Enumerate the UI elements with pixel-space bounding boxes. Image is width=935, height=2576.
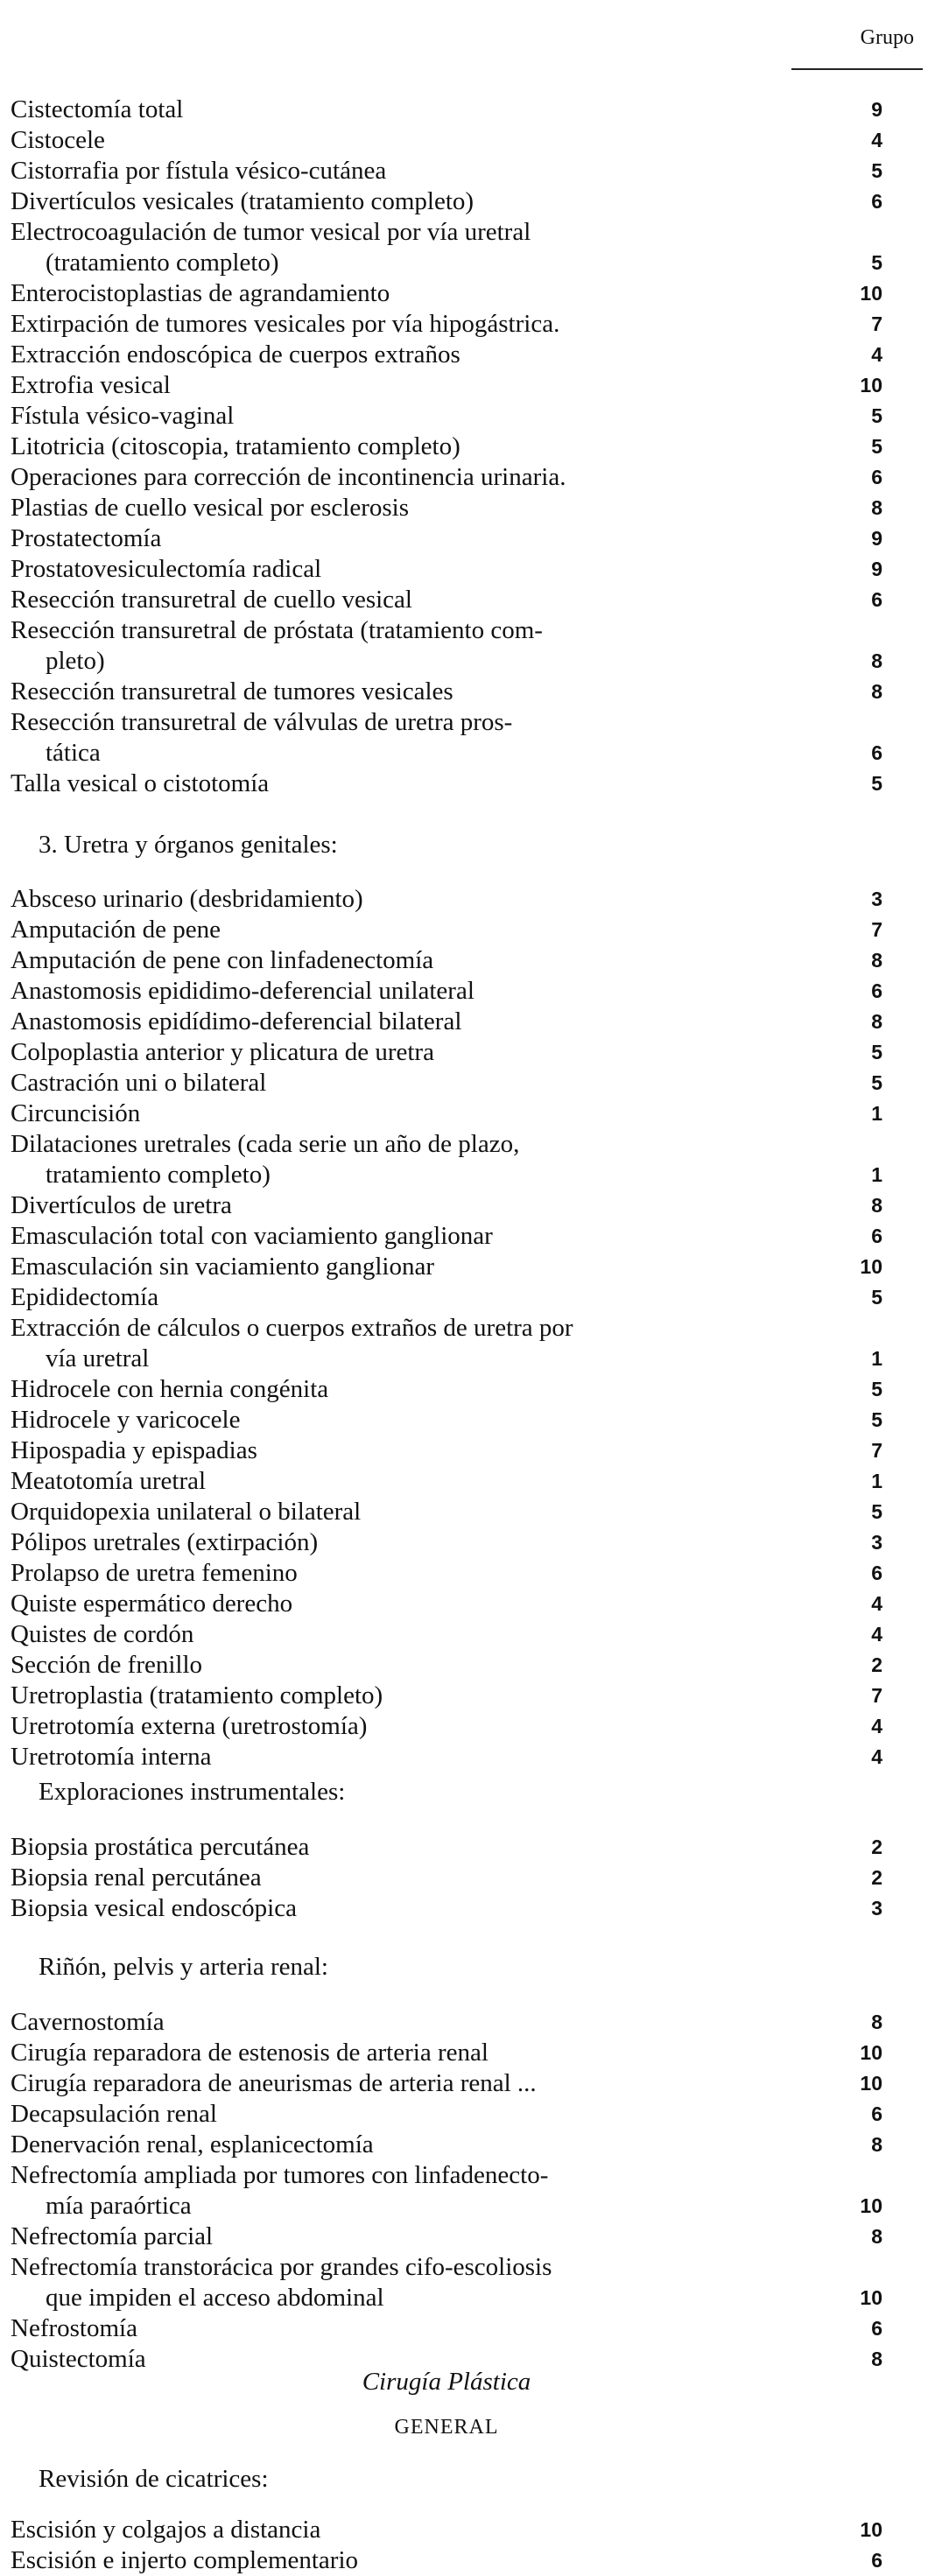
procedure-name: Extracción endoscópica de cuerpos extraños xyxy=(11,340,460,369)
list-item xyxy=(11,1497,882,1527)
group-number: 4 xyxy=(871,1592,882,1615)
group-number: 4 xyxy=(871,343,882,366)
group-number: 1 xyxy=(871,1102,882,1125)
procedure-name: Divertículos vesicales (tratamiento completo) xyxy=(11,187,475,215)
group-number: 5 xyxy=(871,251,882,274)
list-item xyxy=(11,2545,882,2576)
group-number: 10 xyxy=(860,2286,882,2309)
block-exploraciones xyxy=(11,1832,882,1924)
group-number: 8 xyxy=(871,2348,882,2370)
list-item xyxy=(11,2130,882,2160)
group-number: 8 xyxy=(871,496,882,519)
list-item xyxy=(11,156,882,186)
list-item xyxy=(11,2007,882,2038)
group-number: 7 xyxy=(871,1684,882,1707)
procedure-name: Hipospadia y epispadias xyxy=(11,1436,257,1464)
heading-uretra-block xyxy=(11,830,882,860)
procedure-name: Extrofia vesical xyxy=(11,371,171,399)
group-number: 5 xyxy=(871,1041,882,1063)
group-number: 10 xyxy=(860,2072,882,2095)
procedure-name: Uretrotomía externa (uretrostomía) xyxy=(11,1712,368,1740)
list-item xyxy=(11,1098,882,1129)
list-item xyxy=(11,915,882,945)
list-item xyxy=(11,125,882,156)
list-item xyxy=(11,432,882,462)
group-number: 10 xyxy=(860,2041,882,2064)
procedure-name: Resección transuretral de válvulas de uretra pros- xyxy=(11,708,513,736)
group-number: 9 xyxy=(871,527,882,550)
group-number: 7 xyxy=(871,312,882,335)
list-item xyxy=(11,976,882,1007)
group-number: 10 xyxy=(860,374,882,397)
heading-exploraciones-block xyxy=(11,1777,882,1807)
list-item xyxy=(11,278,882,309)
list-item xyxy=(11,1252,882,1282)
group-number: 8 xyxy=(871,2011,882,2033)
group-number: 5 xyxy=(871,1071,882,1094)
procedure-name: Castración uni o bilateral xyxy=(11,1069,267,1097)
procedure-name: Hidrocele con hernia congénita xyxy=(11,1375,329,1403)
group-number: 6 xyxy=(871,466,882,488)
procedure-name: Biopsia vesical endoscópica xyxy=(11,1894,297,1922)
list-item xyxy=(11,1374,882,1405)
section-subtitle-block xyxy=(11,2416,882,2439)
group-number: 8 xyxy=(871,2133,882,2156)
procedure-name: Cistectomía total xyxy=(11,95,184,123)
procedure-name: Colpoplastia anterior y plicatura de uretra xyxy=(11,1038,434,1066)
procedure-name: Electrocoagulación de tumor vesical por vía uretral xyxy=(11,218,531,246)
heading-cicatrices: Revisión de cicatrices: xyxy=(39,2465,269,2493)
list-item xyxy=(11,217,882,278)
procedure-name: Uretrotomía interna xyxy=(11,1743,212,1771)
procedure-name-continued: vía uretral xyxy=(46,1344,150,1372)
procedure-name: Amputación de pene con linfadenectomía xyxy=(11,946,434,974)
list-item xyxy=(11,2038,882,2068)
group-number: 2 xyxy=(871,1835,882,1858)
list-item xyxy=(11,2068,882,2099)
list-item xyxy=(11,2252,882,2313)
procedure-name: Enterocistoplastias de agrandamiento xyxy=(11,279,390,307)
group-number: 6 xyxy=(871,190,882,213)
procedure-name: Cistorrafia por fístula vésico-cutánea xyxy=(11,157,387,185)
list-item xyxy=(11,2515,882,2545)
list-item xyxy=(11,1650,882,1681)
list-item xyxy=(11,1558,882,1589)
heading-exploraciones: Exploraciones instrumentales: xyxy=(39,1778,346,1806)
list-item xyxy=(11,1313,882,1374)
group-number: 9 xyxy=(871,98,882,121)
group-number: 5 xyxy=(871,1286,882,1309)
procedure-name: Prostatovesiculectomía radical xyxy=(11,555,322,583)
group-number: 6 xyxy=(871,741,882,764)
group-number: 2 xyxy=(871,1653,882,1676)
block-rinon xyxy=(11,2007,882,2375)
column-header-rule xyxy=(791,68,923,70)
list-item xyxy=(11,1863,882,1893)
group-number: 10 xyxy=(860,2518,882,2541)
list-item xyxy=(11,370,882,401)
procedure-name: Fístula vésico-vaginal xyxy=(11,402,235,430)
list-item xyxy=(11,523,882,554)
group-number: 8 xyxy=(871,1194,882,1217)
procedure-name: Biopsia renal percutánea xyxy=(11,1864,262,1892)
procedure-name: Nefrectomía parcial xyxy=(11,2222,214,2250)
list-item xyxy=(11,1282,882,1313)
list-item xyxy=(11,585,882,615)
group-number: 7 xyxy=(871,918,882,941)
procedure-name-continued: (tratamiento completo) xyxy=(46,249,279,277)
procedure-name: Talla vesical o cistotomía xyxy=(11,769,270,797)
list-item xyxy=(11,340,882,370)
group-number: 3 xyxy=(871,1531,882,1554)
list-item xyxy=(11,2099,882,2130)
procedure-name: Operaciones para corrección de incontinencia urinaria. xyxy=(11,463,566,491)
group-number: 2 xyxy=(871,1866,882,1889)
procedure-name: Denervación renal, esplanicectomía xyxy=(11,2130,374,2158)
group-number: 3 xyxy=(871,888,882,910)
procedure-name: Meatotomía uretral xyxy=(11,1467,207,1495)
group-number: 6 xyxy=(871,2549,882,2572)
procedure-name: Resección transuretral de tumores vesicales xyxy=(11,677,453,705)
procedure-name: Anastomosis epididimo-deferencial unilateral xyxy=(11,977,475,1005)
group-number: 6 xyxy=(871,588,882,611)
procedure-name-continued: que impiden el acceso abdominal xyxy=(46,2284,384,2312)
group-number: 5 xyxy=(871,159,882,182)
procedure-name: Cirugía reparadora de estenosis de arteria renal xyxy=(11,2039,489,2067)
list-item xyxy=(11,309,882,340)
list-item xyxy=(11,1832,882,1863)
list-item xyxy=(11,186,882,217)
procedure-name: Escisión y colgajos a distancia xyxy=(11,2516,321,2544)
list-item xyxy=(11,1589,882,1619)
heading-cicatrices-block xyxy=(11,2464,882,2495)
procedure-name: Cirugía reparadora de aneurismas de arteria renal ... xyxy=(11,2069,537,2097)
procedure-name-continued: pleto) xyxy=(46,647,105,675)
group-number: 6 xyxy=(871,979,882,1002)
group-number: 4 xyxy=(871,1745,882,1768)
group-number: 3 xyxy=(871,1897,882,1920)
procedure-name: Orquidopexia unilateral o bilateral xyxy=(11,1498,362,1526)
group-number: 1 xyxy=(871,1470,882,1492)
list-item xyxy=(11,884,882,915)
group-number: 10 xyxy=(860,282,882,305)
list-item xyxy=(11,1405,882,1435)
list-item xyxy=(11,769,882,799)
group-number: 8 xyxy=(871,2225,882,2248)
group-number: 5 xyxy=(871,1408,882,1431)
group-number: 6 xyxy=(871,1562,882,1584)
list-item xyxy=(11,2313,882,2344)
list-item xyxy=(11,1068,882,1098)
group-number: 4 xyxy=(871,1715,882,1737)
section-title-block xyxy=(11,2368,882,2397)
group-number: 1 xyxy=(871,1347,882,1370)
list-item xyxy=(11,554,882,585)
procedure-name: Emasculación total con vaciamiento ganglionar xyxy=(11,1222,493,1250)
group-number: 4 xyxy=(871,1623,882,1646)
group-number: 9 xyxy=(871,558,882,580)
list-item xyxy=(11,1527,882,1558)
group-number: 6 xyxy=(871,2102,882,2125)
procedure-name: Epididectomía xyxy=(11,1283,159,1311)
list-item xyxy=(11,493,882,523)
group-number: 5 xyxy=(871,435,882,458)
group-number: 1 xyxy=(871,1163,882,1186)
procedure-name: Escisión e injerto complementario xyxy=(11,2546,359,2574)
procedure-name: Nefrectomía ampliada por tumores con linfadenecto- xyxy=(11,2161,549,2189)
procedure-name: Pólipos uretrales (extirpación) xyxy=(11,1528,319,1556)
list-item xyxy=(11,615,882,677)
group-number: 5 xyxy=(871,404,882,427)
procedure-name: Resección transuretral de próstata (tratamiento com- xyxy=(11,616,543,644)
list-item xyxy=(11,1007,882,1037)
procedure-name: Litotricia (citoscopia, tratamiento completo) xyxy=(11,432,460,460)
procedure-name: Dilataciones uretrales (cada serie un año de plazo, xyxy=(11,1130,520,1158)
list-item xyxy=(11,945,882,976)
group-number: 5 xyxy=(871,1500,882,1523)
heading-rinon: Riñón, pelvis y arteria renal: xyxy=(39,1953,328,1981)
list-item xyxy=(11,95,882,125)
procedure-name-continued: tática xyxy=(46,739,101,767)
procedure-name: Divertículos de uretra xyxy=(11,1191,232,1219)
group-number: 10 xyxy=(860,1255,882,1278)
procedure-name-continued: tratamiento completo) xyxy=(46,1161,271,1189)
list-item xyxy=(11,1711,882,1742)
procedure-name: Nefrostomía xyxy=(11,2314,137,2342)
procedure-name: Prostatectomía xyxy=(11,524,162,552)
procedure-name: Extirpación de tumores vesicales por vía hipogástrica. xyxy=(11,310,560,338)
list-item xyxy=(11,401,882,432)
group-number: 5 xyxy=(871,772,882,795)
list-item xyxy=(11,1037,882,1068)
procedure-name: Circuncisión xyxy=(11,1099,141,1127)
block-uretra xyxy=(11,884,882,1772)
list-item xyxy=(11,1129,882,1190)
group-number: 4 xyxy=(871,129,882,151)
procedure-name: Plastias de cuello vesical por esclerosis xyxy=(11,494,410,522)
procedure-name: Quiste espermático derecho xyxy=(11,1590,293,1618)
block-vejiga xyxy=(11,95,882,799)
procedure-name: Prolapso de uretra femenino xyxy=(11,1559,298,1587)
procedure-name: Quistectomía xyxy=(11,2345,146,2373)
procedure-name-continued: mía paraórtica xyxy=(46,2192,192,2220)
procedure-name: Biopsia prostática percutánea xyxy=(11,1833,310,1861)
group-number: 5 xyxy=(871,1378,882,1400)
section-title: Cirugía Plástica xyxy=(362,2368,531,2396)
list-item xyxy=(11,1619,882,1650)
group-number: 10 xyxy=(860,2194,882,2217)
group-number: 8 xyxy=(871,680,882,703)
procedure-name: Uretroplastia (tratamiento completo) xyxy=(11,1681,383,1709)
block-cicatrices xyxy=(11,2515,882,2576)
list-item xyxy=(11,462,882,493)
procedure-name: Sección de frenillo xyxy=(11,1651,203,1679)
procedure-name: Hidrocele y varicocele xyxy=(11,1406,241,1434)
procedure-name: Decapsulación renal xyxy=(11,2100,217,2128)
group-number: 8 xyxy=(871,949,882,972)
procedure-name: Quistes de cordón xyxy=(11,1620,194,1648)
list-item xyxy=(11,707,882,769)
list-item xyxy=(11,1435,882,1466)
list-item xyxy=(11,1681,882,1711)
procedure-name: Absceso urinario (desbridamiento) xyxy=(11,885,363,913)
heading-rinon-block xyxy=(11,1952,882,1983)
group-number: 8 xyxy=(871,649,882,672)
procedure-name: Resección transuretral de cuello vesical xyxy=(11,586,412,614)
group-number: 7 xyxy=(871,1439,882,1462)
list-item xyxy=(11,2160,882,2222)
list-item xyxy=(11,1190,882,1221)
heading-uretra: 3. Uretra y órganos genitales: xyxy=(39,831,338,859)
list-item xyxy=(11,1742,882,1772)
procedure-name: Emasculación sin vaciamiento ganglionar xyxy=(11,1253,434,1281)
procedure-name: Extracción de cálculos o cuerpos extraños de uretra por xyxy=(11,1314,573,1342)
group-number: 6 xyxy=(871,2317,882,2340)
list-item xyxy=(11,1893,882,1924)
procedure-name: Amputación de pene xyxy=(11,916,221,944)
group-number: 8 xyxy=(871,1010,882,1033)
list-item xyxy=(11,1221,882,1252)
procedure-name: Cavernostomía xyxy=(11,2008,165,2036)
list-item xyxy=(11,1466,882,1497)
column-header-grupo: Grupo xyxy=(860,26,914,49)
list-item xyxy=(11,677,882,707)
group-number: 6 xyxy=(871,1225,882,1247)
procedure-name: Anastomosis epidídimo-deferencial bilateral xyxy=(11,1007,462,1035)
list-item xyxy=(11,2222,882,2252)
procedure-name: Cistocele xyxy=(11,126,105,154)
procedure-name: Nefrectomía transtorácica por grandes cifo-escoliosis xyxy=(11,2253,552,2281)
section-subtitle: GENERAL xyxy=(394,2416,499,2439)
